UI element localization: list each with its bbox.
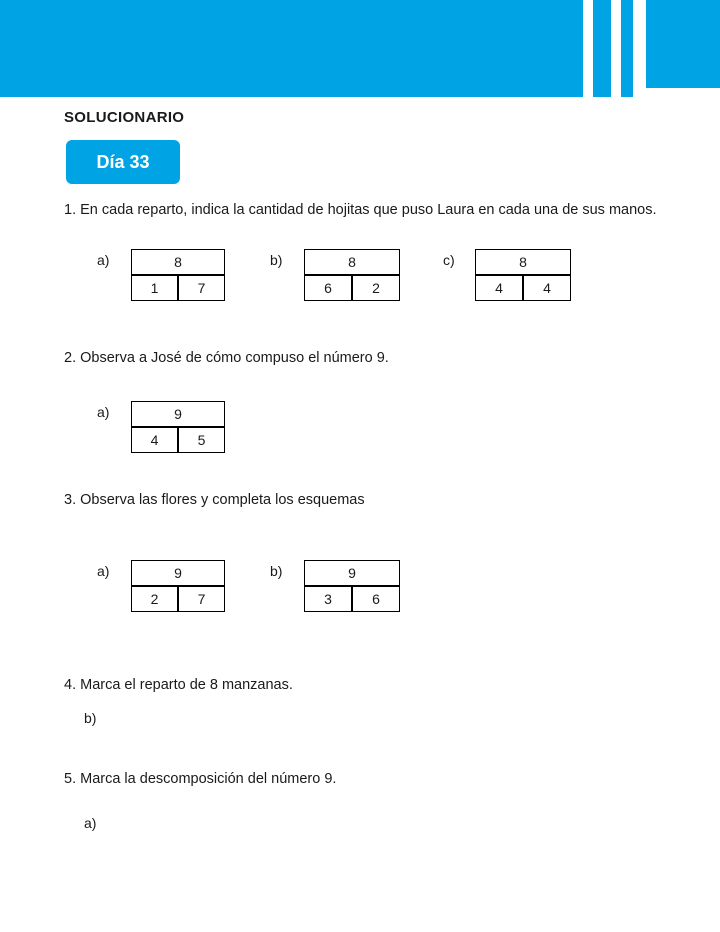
bar-total: 9 xyxy=(304,560,400,586)
exercise-5-answer: a) xyxy=(84,815,97,831)
exercise-3-option-a-label: a) xyxy=(97,563,110,579)
exercise-1-bar-b xyxy=(304,249,400,301)
bar-part-right: 2 xyxy=(352,275,400,301)
exercise-5-text: 5. Marca la descomposición del número 9. xyxy=(64,771,337,787)
bar-parts xyxy=(131,586,225,612)
bar-part-right: 6 xyxy=(352,586,400,612)
bar-total: 8 xyxy=(304,249,400,275)
bar-part-left: 1 xyxy=(131,275,178,301)
bar-total: 9 xyxy=(131,560,225,586)
bar-total: 9 xyxy=(131,401,225,427)
bar-parts xyxy=(131,427,225,453)
bar-parts xyxy=(304,275,400,301)
bar-part-left: 2 xyxy=(131,586,178,612)
bar-part-right: 4 xyxy=(523,275,571,301)
bar-parts xyxy=(304,586,400,612)
day-badge xyxy=(66,140,180,184)
header-band-main xyxy=(0,0,583,97)
exercise-2-option-a-label: a) xyxy=(97,404,110,420)
exercise-1-option-c-label: c) xyxy=(443,252,455,268)
exercise-1-option-b-label: b) xyxy=(270,252,283,268)
bar-parts xyxy=(131,275,225,301)
exercise-4-answer: b) xyxy=(84,710,97,726)
bar-part-left: 4 xyxy=(131,427,178,453)
exercise-3-bar-b xyxy=(304,560,400,612)
page-title: SOLUCIONARIO xyxy=(64,109,185,126)
exercise-1-bar-a xyxy=(131,249,225,301)
exercise-1-text: 1. En cada reparto, indica la cantidad de hojitas que puso Laura en cada una de sus manos. xyxy=(64,202,657,218)
exercise-3-option-b-label: b) xyxy=(270,563,283,579)
header-band xyxy=(0,0,720,97)
bar-total: 8 xyxy=(131,249,225,275)
exercise-3-text: 3. Observa las flores y completa los esquemas xyxy=(64,492,365,508)
bar-parts xyxy=(475,275,571,301)
exercise-3-bar-a xyxy=(131,560,225,612)
header-stripe-1 xyxy=(593,0,611,97)
bar-part-left: 6 xyxy=(304,275,352,301)
bar-part-left: 3 xyxy=(304,586,352,612)
bar-part-right: 7 xyxy=(178,275,225,301)
exercise-2-text: 2. Observa a José de cómo compuso el número 9. xyxy=(64,350,389,366)
header-stripe-3 xyxy=(646,0,720,88)
day-badge-label: Día 33 xyxy=(96,151,150,172)
exercise-2-bar-a xyxy=(131,401,225,453)
bar-total: 8 xyxy=(475,249,571,275)
exercise-4-text: 4. Marca el reparto de 8 manzanas. xyxy=(64,677,293,693)
bar-part-right: 5 xyxy=(178,427,225,453)
exercise-1-option-a-label: a) xyxy=(97,252,110,268)
exercise-1-bar-c xyxy=(475,249,571,301)
bar-part-right: 7 xyxy=(178,586,225,612)
header-stripe-2 xyxy=(621,0,633,97)
bar-part-left: 4 xyxy=(475,275,523,301)
